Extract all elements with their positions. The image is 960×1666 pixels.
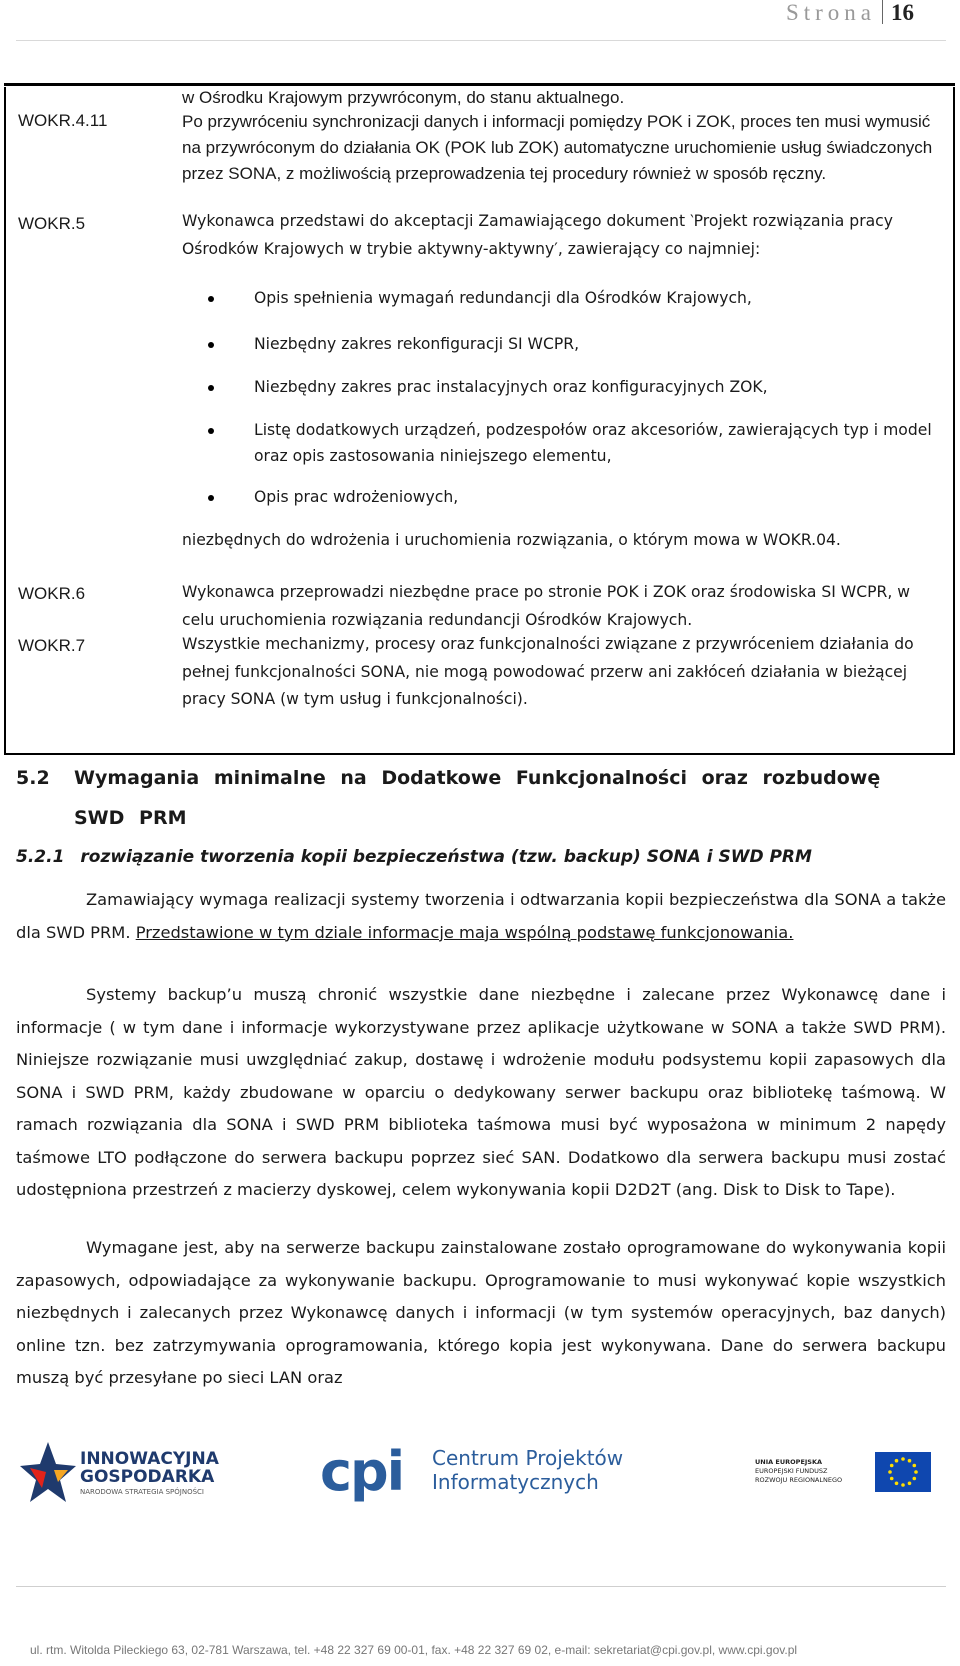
footer-logos: [0, 1440, 960, 1570]
row-text-wokr-4-11: Po przywróceniu synchronizacji danych i informacji pomiędzy POK i ZOK, proces ten musi wymusić na przywróconym do działania OK (POK lub ZOK) automatyczne uruchomienie usług świadczonych przez SONA, z możliwością przeprowadzenia tej procedury również w sposób ręczny.: [182, 112, 933, 183]
paragraph: [16, 884, 946, 949]
subsection-number: 5.2.1: [16, 847, 65, 867]
header-rule: [16, 40, 946, 41]
page-word: Strona: [785, 0, 876, 25]
requirements-table: [4, 87, 955, 755]
row-id-wokr-4-11: WOKR.4.11: [18, 111, 108, 130]
cpi-line2: Informatycznych: [432, 1470, 599, 1494]
paragraph: Systemy backup’u muszą chronić wszystkie dane niezbędne i zalecane przez Wykonawcę dane i informacje ( w tym dane i informacje wykorzystywane przez aplikacje użytkowane w SONA a także SWD PRM). Niniejsze rozwiązanie musi uwzględniać zakup, dostawę i wdrożenie modułu podsystemu kopii zapasowych dla SONA i SWD PRM, każdy zbudowane w oparciu o dedykowany serwer backupu oraz bibliotekę taśmową. W ramach rozwiązania dla SONA i SWD PRM biblioteka taśmowa musi być wyposażona w minimum 2 napędy taśmowe LTO podłączone do serwera backupu poprzez sieć SAN. Dodatkowo dla serwera backupu musi zostać udostępniona przestrzeń z macierzy dyskowej, celem wykonywania kopii D2D2T (ang. Disk to Disk to Tape).: [16, 985, 946, 1199]
eu-flag-icon: [875, 1452, 931, 1492]
footer-rule: [16, 1586, 946, 1587]
ig-line3: NARODOWA STRATEGIA SPÓJNOŚCI: [80, 1488, 204, 1496]
page-number: [786, 0, 914, 26]
bullet-text: Niezbędny zakres prac instalacyjnych oraz konfiguracyjnych ZOK,: [254, 378, 768, 396]
page-divider: [882, 0, 883, 24]
cpi-logo: [320, 1440, 640, 1520]
row-id-wokr-7: WOKR.7: [18, 636, 86, 655]
bullet-dot: [208, 296, 214, 302]
bullet-text: Listę dodatkowych urządzeń, podzespołów oraz akcesoriów, zawierających typ i model oraz opis zastosowania niniejszego elementu,: [254, 421, 932, 465]
subsection-title: rozwiązanie tworzenia kopii bezpieczeństwa (tzw. backup) SONA i SWD PRM: [80, 847, 812, 867]
bullet-dot: [208, 342, 214, 348]
ig-line1: INNOWACYJNA: [80, 1449, 219, 1469]
eu-line2: EUROPEJSKI FUNDUSZ: [755, 1467, 828, 1475]
bullet-dot: [208, 495, 214, 501]
section-title: Wymagania minimalne na Dodatkowe Funkcjonalności oraz rozbudowę SWD PRM: [74, 767, 881, 829]
row-text-wokr-5: Wykonawca przedstawi do akceptacji Zamawiającego dokument ‵Projekt rozwiązania pracy Ośrodków Krajowych w trybie aktywny-aktywny′, zawierający co najmniej:: [182, 212, 893, 258]
paragraph: Wymagane jest, aby na serwerze backupu zainstalowane zostało oprogramowane do wykonywania kopii zapasowych, odpowiadające za wykonywanie backupu. Oprogramowanie to musi wykonywać kopie wszystkich niezbędnych i zalecanych przez Wykonawcę danych i informacji (w tym systemów operacyjnych, baz danych) online tzn. bez zatrzymywania oprogramowania, którego kopia jest wykonywana. Dane do serwera backupu muszą być przesyłane po sieci LAN oraz: [16, 1238, 946, 1387]
row-text-wokr-5-after: niezbędnych do wdrożenia i uruchomienia rozwiązania, o którym mowa w WOKR.04.: [182, 531, 841, 549]
subsection-heading: [16, 847, 812, 867]
innowacyjna-gospodarka-logo: [20, 1440, 240, 1520]
cpi-mark: cpi: [320, 1440, 404, 1503]
ig-star-icon: [20, 1440, 76, 1504]
eu-logo: [755, 1452, 935, 1512]
row-id-wokr-5: WOKR.5: [18, 214, 86, 233]
table-row-continuation: w Ośrodku Krajowym przywróconym, do stanu aktualnego.: [182, 88, 625, 107]
row-text-wokr-7: Wszystkie mechanizmy, procesy oraz funkcjonalności związane z przywróceniem działania do pełnej funkcjonalności SONA, nie mogą powodować przerw ani zakłóceń działania w bieżącej pracy SONA (w tym usług i funkcjonalności).: [182, 635, 914, 708]
bullet-dot: [208, 428, 214, 434]
footer-address: ul. rtm. Witolda Pileckiego 63, 02-781 Warszawa, tel. +48 22 327 69 00-01, fax. +48 22 327 69 02, e-mail: sekretariat@cpi.gov.pl, www.cpi.gov.pl: [30, 1643, 798, 1657]
underlined-text: Przedstawione w tym dziale informacje maja wspólną podstawę funkcjonowania.: [135, 922, 794, 942]
bullet-text: Niezbędny zakres rekonfiguracji SI WCPR,: [254, 335, 580, 353]
page-header: [0, 0, 960, 42]
row-id-wokr-6: WOKR.6: [18, 584, 86, 603]
ig-line2: GOSPODARKA: [80, 1467, 215, 1487]
paragraph-text: Zamawiający wymaga realizacji systemy tworzenia i odtwarzania kopii bezpieczeństwa dla SONA a także dla SWD PRM.: [16, 890, 946, 942]
bullet-text: Opis spełnienia wymagań redundancji dla Ośrodków Krajowych,: [254, 289, 752, 307]
section-number: 5.2: [16, 767, 50, 789]
row-text-wokr-6: Wykonawca przeprowadzi niezbędne prace po stronie POK i ZOK oraz środowiska SI WCPR, w celu uruchomienia rozwiązania redundancji Ośrodków Krajowych.: [182, 583, 911, 629]
eu-line1: UNIA EUROPEJSKA: [755, 1458, 823, 1466]
eu-line3: ROZWOJU REGIONALNEGO: [755, 1476, 843, 1484]
bullet-dot: [208, 385, 214, 391]
cpi-line1: Centrum Projektów: [432, 1446, 624, 1470]
page-number-value: 16: [891, 0, 914, 25]
bullet-text: Opis prac wdrożeniowych,: [254, 488, 459, 506]
